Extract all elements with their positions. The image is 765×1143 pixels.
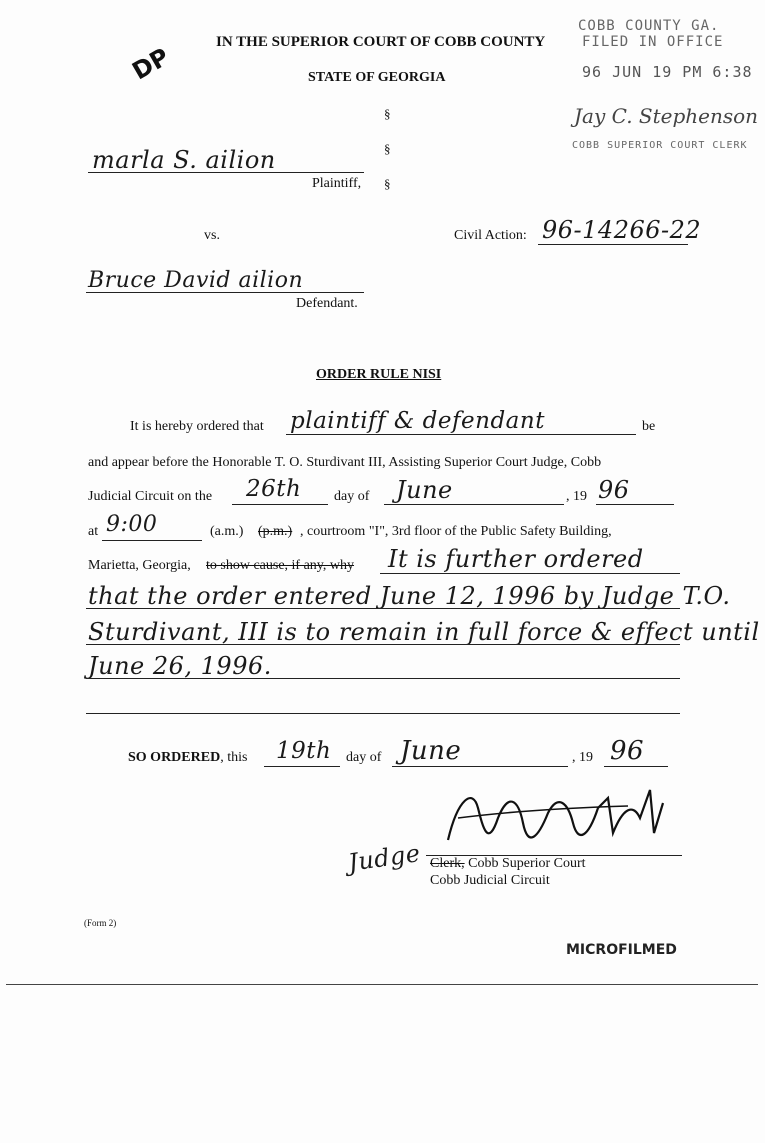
order-year-prefix: , 19	[572, 750, 593, 765]
stamp-clerk: COBB SUPERIOR COURT CLERK	[572, 140, 748, 151]
day-of-label: day of	[334, 489, 370, 504]
handwritten-line-3-rule	[86, 644, 680, 645]
defendant-line	[86, 292, 364, 293]
microfilmed-stamp: MICROFILMED	[566, 942, 677, 958]
bottom-rule	[6, 984, 758, 985]
pm-label-struck: (p.m.)	[258, 524, 293, 539]
order-title: ORDER RULE NISI	[316, 367, 442, 382]
defendant-name: Bruce David ailion	[88, 268, 304, 293]
order-month-line	[392, 766, 568, 767]
stamp-filed: FILED IN OFFICE	[582, 34, 724, 50]
civil-action-number: 96-14266-22	[542, 216, 702, 244]
blank-line-5-rule	[86, 713, 680, 714]
be-label: be	[642, 419, 656, 434]
hearing-year: 96	[598, 476, 630, 504]
order-day-line	[264, 766, 340, 767]
judge-signature	[418, 778, 678, 858]
hearing-year-line	[596, 504, 674, 505]
court-name: Cobb Superior Court	[468, 856, 586, 871]
order-month: June	[400, 736, 462, 766]
clerk-struck: Clerk,	[430, 856, 465, 871]
hearing-month: June	[396, 476, 453, 504]
dp-mark: DP	[127, 42, 175, 86]
defendant-label: Defendant.	[296, 296, 358, 311]
ordered-party-line	[286, 434, 636, 435]
order-day: 19th	[276, 738, 332, 764]
plaintiff-name: marla S. ailion	[92, 146, 276, 174]
form-number: (Form 2)	[84, 918, 117, 928]
hearing-time: 9:00	[106, 512, 158, 537]
handwritten-line-2-rule	[86, 608, 680, 609]
section-symbol: §	[384, 106, 391, 121]
hearing-time-line	[102, 540, 202, 541]
order-line-2: and appear before the Honorable T. O. Sturdivant III, Assisting Superior Court Judge, Cobb	[88, 455, 602, 470]
plaintiff-line	[88, 172, 364, 173]
circuit-name: Cobb Judicial Circuit	[430, 873, 550, 888]
plaintiff-label: Plaintiff,	[312, 176, 362, 191]
year-prefix: , 19	[566, 489, 587, 504]
hearing-month-line	[384, 504, 564, 505]
show-cause-struck: to show cause, if any, why	[206, 558, 355, 573]
order-day-of-label: day of	[346, 750, 382, 765]
order-year: 96	[610, 736, 645, 766]
judicial-circuit-label: Judicial Circuit on the	[88, 489, 213, 504]
handwritten-line-1-rule	[380, 573, 680, 574]
marietta-label: Marietta, Georgia,	[88, 558, 191, 573]
stamp-county: COBB COUNTY GA.	[578, 18, 720, 34]
ordered-party: plaintiff & defendant	[290, 408, 545, 434]
vs-label: vs.	[204, 228, 220, 243]
stamp-date: 96 JUN 19 PM 6:38	[582, 63, 753, 81]
section-symbol: §	[384, 176, 391, 191]
civil-action-label: Civil Action:	[454, 228, 527, 243]
handwritten-line-3: Sturdivant, III is to remain in full force & effect until	[88, 618, 760, 646]
so-ordered-line	[128, 750, 247, 766]
court-heading: IN THE SUPERIOR COURT OF COBB COUNTY	[216, 34, 546, 50]
handwritten-line-1: It is further ordered	[388, 545, 644, 573]
judge-handwritten: Judge	[346, 839, 423, 877]
signature-court	[430, 856, 586, 872]
order-year-line	[604, 766, 668, 767]
order-intro: It is hereby ordered that	[130, 419, 264, 434]
state-heading: STATE OF GEORGIA	[308, 70, 446, 85]
so-ordered-label: SO ORDERED	[128, 750, 221, 765]
this-label: , this	[220, 750, 248, 765]
am-label: (a.m.)	[210, 524, 244, 539]
civil-action-line	[538, 244, 688, 245]
hearing-day-line	[232, 504, 328, 505]
section-symbol: §	[384, 141, 391, 156]
at-label: at	[88, 524, 99, 539]
handwritten-line-2: that the order entered June 12, 1996 by Judge T.O.	[88, 582, 731, 610]
blank-line-4-rule	[86, 678, 680, 679]
clerk-signature: Jay C. Stephenson	[574, 104, 759, 128]
courtroom-location: , courtroom "I", 3rd floor of the Public Safety Building,	[300, 524, 612, 539]
handwritten-line-4: June 26, 1996.	[88, 652, 272, 680]
hearing-day: 26th	[246, 476, 302, 502]
